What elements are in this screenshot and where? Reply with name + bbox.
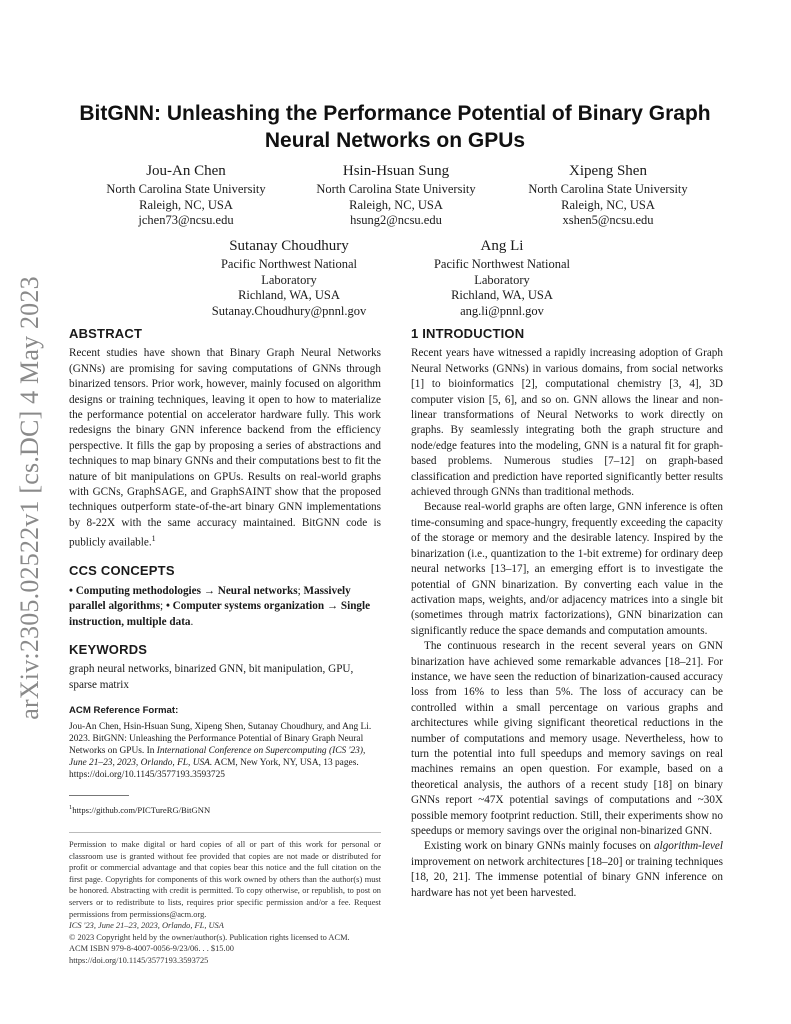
author-name: Xipeng Shen [569, 163, 647, 179]
left-column [69, 326, 381, 967]
acm-reference-heading: ACM Reference Format: [69, 705, 179, 717]
author-affiliation: North Carolina State University [528, 182, 688, 196]
keywords-heading: KEYWORDS [69, 642, 148, 658]
footnote: $^1$https://github.com/PICTureRG/BitGNN [69, 804, 211, 815]
author-block-3 [493, 161, 723, 229]
author-email: ang.li@pnnl.gov [460, 303, 544, 318]
author-location: Raleigh, NC, USA [349, 197, 443, 212]
author-location: Richland, WA, USA [451, 288, 553, 303]
author-affiliation: Pacific Northwest National [220, 257, 358, 271]
author-name: Sutanay Choudhury [229, 238, 349, 254]
author-email: Sutanay.Choudhury@pnnl.gov [211, 303, 367, 318]
arxiv-stamp-text: arXiv:2305.02522v1 [cs.DC] 4 May 2023 [15, 276, 45, 720]
author-affiliation: North Carolina State University [106, 182, 266, 196]
permission-text: Permission to make digital or hard copies of all or part of this work for personal or classroom use is granted without fee provided that copies are not made or distributed for profit or commercial advantage and that copies bear this notice and the full citation on the first page. Copyrights for components of this work owned by others than the author(s) must be honored. Abstracting with credit is permitted. To copy otherwise, or republish, to post on servers or to redistribute to lists, requires prior specific permission and/or a fee. Request permissions from permissions@acm.org. [69, 840, 381, 919]
intro-paragraph-3: The continuous research in the recent several years on GNN binarization have achieved some remarkable advances [18–21]. For instance, we have seen the reduction of binarization-caused accuracy loss from 16% to less than 5%. The loss of accuracy can be controlled within a small percentage on various graphs and architectures while giving significant theoretical reductions in the number of computations and memory usage. Nevertheless, how to turn the potential into full speedups and memory savings on real machines remains an open question. For example, based on a theoretical analysis, the authors of a recent study [18] on binary GNNs report ~47X potential savings of computations and ~30X possible memory footprint reduction. Still, their experiments show no speedups or memory savings over the original non-binarized GNN. [411, 640, 723, 837]
author-block-4 [174, 236, 404, 319]
author-affiliation-cont: Laboratory [474, 272, 530, 287]
keywords-text: graph neural networks, binarized GNN, bit manipulation, GPU, sparse matrix [69, 663, 354, 691]
right-column [411, 326, 723, 901]
footnote-ref: 1 [151, 534, 156, 544]
permission-isbn: ACM ISBN 979-8-4007-0056-9/23/06. . . $15.00 [69, 944, 234, 954]
permission-block [69, 839, 381, 967]
author-block-2 [281, 161, 511, 229]
author-email: xshen5@ncsu.edu [562, 213, 654, 228]
author-location: Richland, WA, USA [238, 288, 340, 303]
author-affiliation: Pacific Northwest National [433, 257, 571, 271]
ccs-heading: CCS CONCEPTS [69, 563, 175, 579]
intro-paragraph-2: Because real-world graphs are often large, GNN inference is often time-consuming and space-hungry, frequently exceeding the capacity of the storage or memory and the desirable latency. Inspired by the binarization (i.e., quantization to the 1-bit extreme) for ordinary deep neural networks [13–17], an emerging effort is to investigate the potential of GNN binarization. By converting each value in the activation maps, weights, and/or adjacency matrices into a single bit (sometimes through matrix factorizations), GNN binarization can significantly reduce the space demands and computation amounts. [411, 501, 723, 637]
author-name: Hsin-Hsuan Sung [342, 163, 450, 179]
author-name: Ang Li [480, 238, 524, 254]
intro-paragraph-4: Existing work on binary GNNs mainly focuses on algorithm-level improvement on network architectures [18–20] or training techniques [18, 20, 21]. The immense potential of binary GNN inference on hardware has not yet been harvested. [411, 840, 723, 899]
abstract-heading: ABSTRACT [69, 326, 143, 341]
paper-title: BitGNN: Unleashing the Performance Potential of Binary Graph Neural Networks on GPUs [79, 102, 711, 152]
author-block-1 [71, 161, 301, 229]
permission-rule [69, 832, 381, 833]
footnote-rule [69, 795, 129, 796]
permission-copyright: © 2023 Copyright held by the owner/author(s). Publication rights licensed to ACM. [69, 932, 350, 942]
arxiv-stamp [6, 268, 54, 728]
introduction-heading: 1 INTRODUCTION [411, 326, 525, 341]
author-affiliation: North Carolina State University [316, 182, 476, 196]
author-email: jchen73@ncsu.edu [138, 213, 234, 228]
author-block-5 [387, 236, 617, 319]
intro-paragraph-1: Recent years have witnessed a rapidly increasing adoption of Graph Neural Networks (GNNs) in various domains, from social networks [1] to bioinformatics [2], computational chemistry [3, 4], 3D computer vision [5, 6], and so on. GNN allows the linear and non-linear transformations of Neural Networks to work directly on graphs. By seamlessly integrating both the graph structure and node/edge features into the modeling, GNN is a natural fit for graph-based problems. Numerous studies [7–12] on graph-based classification and prediction have reported significantly better results achieved through GNNs than traditional methods. [411, 347, 723, 499]
author-name: Jou-An Chen [146, 163, 226, 179]
author-affiliation-cont: Laboratory [261, 272, 317, 287]
permission-venue: ICS '23, June 21–23, 2023, Orlando, FL, USA [69, 921, 224, 931]
permission-doi: https://doi.org/10.1145/3577193.3593725 [69, 956, 209, 966]
author-location: Raleigh, NC, USA [139, 197, 233, 212]
ccs-text: • Computing methodologies → Neural networks; Massively parallel algorithms; • Computer systems organization → Single instruction, multiple data. [69, 584, 371, 628]
author-location: Raleigh, NC, USA [561, 197, 655, 212]
author-email: hsung2@ncsu.edu [350, 213, 442, 228]
abstract-text: Recent studies have shown that Binary Graph Neural Networks (GNNs) are promising for saving computations of GNNs through binarized tensors. Prior work, however, mainly focused on algorithm designs or training techniques, leaving it open to how to materialize the performance potential on accelerator hardware fully. This work redesigns the binary GNN inference backend from the efficiency perspective. It fills the gap by proposing a series of abstractions and techniques to map binary GNNs and their computations best to fit the nature of bit manipulations on GPUs. Results on real-world graphs with GCNs, GraphSAGE, and GraphSAINT show that the proposed techniques outperform state-of-the-art binary GNN implementations by 8-22X with the same accuracy maintained. BitGNN code is publicly available.$^1$ [69, 347, 381, 550]
acm-reference-text: Jou-An Chen, Hsin-Hsuan Sung, Xipeng Shen, Sutanay Choudhury, and Ang Li. 2023. BitGNN: Unleashing the Performance Potential of Binary Graph Neural Networks on GPUs. In International Conference on Supercomputing (ICS '23), June 21–23, 2023, Orlando, FL, USA. ACM, New York, NY, USA, 13 pages. https://doi.org/10.1145/3577193.3593725 [69, 721, 372, 781]
